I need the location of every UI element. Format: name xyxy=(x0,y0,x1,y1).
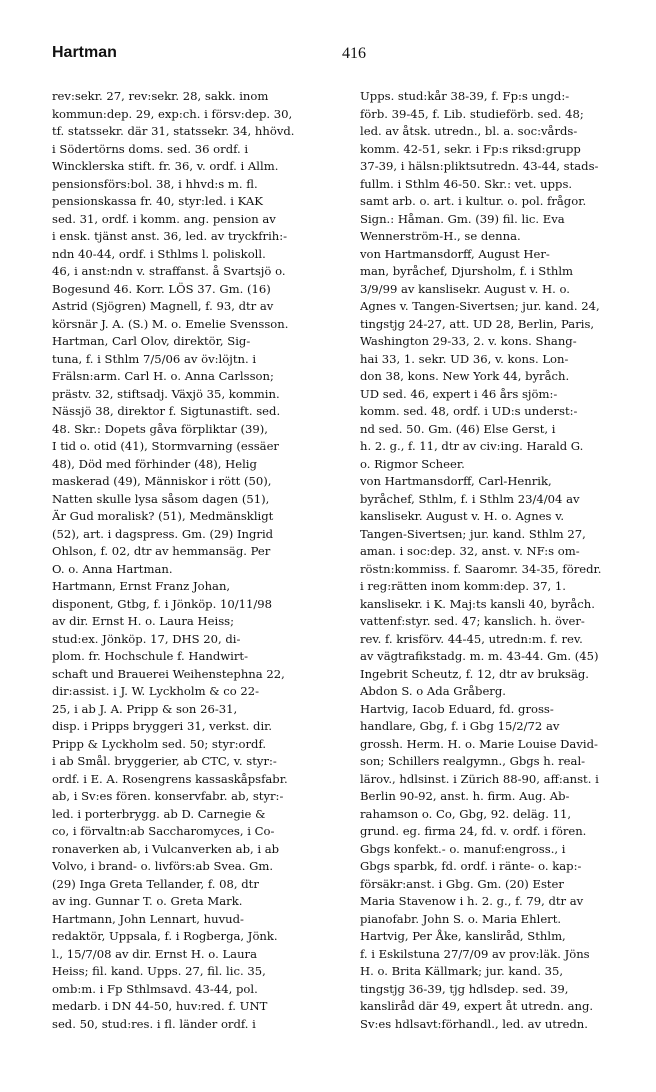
text-line: rahamson o. Co, Gbg, 92. deläg. 11, xyxy=(360,806,572,821)
text-line: fullm. i Sthlm 46-50. Skr.: vet. upps. xyxy=(360,176,573,191)
text-line: Sign.: Håman. Gm. (39) fil. lic. Eva xyxy=(360,211,565,226)
right-column xyxy=(360,88,644,1033)
text-line: (29) Inga Greta Tellander, f. 08, dtr xyxy=(52,876,259,891)
text-line: av ing. Gunnar T. o. Greta Mark. xyxy=(52,894,243,908)
left-column xyxy=(52,88,336,1033)
text-line: Sv:es hdlsavt:förhandl., led. av utredn. xyxy=(360,1016,588,1031)
text-line: son; Schillers realgymn., Gbgs h. real- xyxy=(360,754,586,768)
text-line: Är Gud moralisk? (51), Medmänskligt xyxy=(52,509,274,523)
text-line: Tangen-Sivertsen; jur. kand. Sthlm 27, xyxy=(360,526,586,541)
text-line: o. Rigmor Scheer. xyxy=(360,456,465,471)
text-line: Hartman, Carl Olov, direktör, Sig- xyxy=(52,334,251,348)
text-line: led. i porterbrygg. ab D. Carnegie & xyxy=(52,806,266,821)
text-line: rev:sekr. 27, rev:sekr. 28, sakk. inom xyxy=(52,89,269,103)
text-line: Astrid (Sjögren) Magnell, f. 93, dtr av xyxy=(52,299,274,313)
text-line: prästv. 32, stiftsadj. Växjö 35, kommin. xyxy=(52,386,280,401)
text-line: sed. 31, ordf. i komm. ang. pension av xyxy=(52,211,276,226)
text-line: (52), art. i dagspress. Gm. (29) Ingrid xyxy=(52,526,274,541)
text-line: Hartvig, Per Åke, kanslіråd, Sthlm, xyxy=(360,929,566,943)
text-line: l., 15/7/08 av dir. Ernst H. o. Laura xyxy=(52,946,257,961)
text-line: nd sed. 50. Gm. (46) Else Gerst, i xyxy=(360,421,556,436)
text-line: dir:assist. i J. W. Lyckholm & co 22- xyxy=(52,684,260,698)
running-headword: Hartman xyxy=(52,44,117,61)
text-line: Nässjö 38, direktor f. Sigtunastift. sed. xyxy=(52,404,281,418)
text-line: 25, i ab J. A. Pripp & son 26-31, xyxy=(52,701,238,716)
text-line: tingstjg 36-39, tjg hdlsdep. sed. 39, xyxy=(360,981,569,996)
text-line: 3/9/99 av kanslisekr. August v. H. o. xyxy=(360,281,570,296)
text-line: Ingebrit Scheutz, f. 12, dtr av bruksäg. xyxy=(360,666,589,681)
text-line: försäkr:anst. i Gbg. Gm. (20) Ester xyxy=(360,876,564,891)
text-line: Bogesund 46. Korr. LÖS 37. Gm. (16) xyxy=(52,281,271,296)
text-line: kommun:dep. 29, exp:ch. i försv:dep. 30, xyxy=(52,106,293,121)
text-line: Abdon S. o Ada Gråberg. xyxy=(360,684,506,698)
text-line: omb:m. i Fp Sthlmsavd. 43-44, pol. xyxy=(52,981,258,996)
text-line: Heiss; fil. kand. Upps. 27, fil. lic. 35, xyxy=(52,964,266,978)
text-line: pianofabr. John S. o. Maria Ehlert. xyxy=(360,911,562,926)
text-line: aman. i soc:dep. 32, anst. v. NF:s om- xyxy=(360,544,580,558)
text-line: vattenf:styr. sed. 47; kanslich. h. över- xyxy=(360,614,585,628)
page-number: 416 xyxy=(342,45,366,62)
text-line: Hartmann, Ernst Franz Johan, xyxy=(52,579,231,593)
text-line: I tid o. otid (41), Stormvarning (essäer xyxy=(52,439,279,453)
text-line: Gbgs sparbk, fd. ordf. i ränte- o. kap:- xyxy=(360,859,582,873)
text-line: Maria Stavenow i h. 2. g., f. 79, dtr av xyxy=(360,894,584,908)
text-line: H. o. Brita Källmark; jur. kand. 35, xyxy=(360,964,564,978)
text-line: redaktör, Uppsala, f. i Rogberga, Jönk. xyxy=(52,929,278,943)
text-line: O. o. Anna Hartman. xyxy=(52,561,173,576)
text-line: i ensk. tjänst anst. 36, led. av tryckfrih:- xyxy=(52,229,288,243)
text-line: von Hartmansdorff, August Her- xyxy=(360,246,550,261)
text-line: 48. Skr.: Dopets gåva förpliktar (39), xyxy=(52,421,268,436)
text-line: stud:ex. Jönköp. 17, DHS 20, di- xyxy=(52,631,241,646)
text-line: kanslisekr. i K. Maj:ts kansli 40, byråch. xyxy=(360,596,595,611)
text-line: Berlin 90-92, anst. h. firm. Aug. Ab- xyxy=(360,789,570,803)
text-line: Hartmann, John Lennart, huvud- xyxy=(52,911,244,926)
text-line: man, byråchef, Djursholm, f. i Sthlm xyxy=(360,264,574,278)
text-line: Pripp & Lyckholm sed. 50; styr:ordf. xyxy=(52,736,267,751)
text-line: Gbgs konfekt.- o. manuf:engross., i xyxy=(360,841,566,856)
text-line: i Södertörns doms. sed. 36 ordf. i xyxy=(52,141,249,156)
text-line: pensionskassa fr. 40, styr:led. i KAK xyxy=(52,194,263,208)
text-line: ronaverken ab, i Vulcanverken ab, i ab xyxy=(52,841,280,856)
text-line: tuna, f. i Sthlm 7/5/06 av öv:löjtn. i xyxy=(52,351,257,366)
text-line: Frälsn:arm. Carl H. o. Anna Carlsson; xyxy=(52,369,274,383)
text-line: körsnär J. A. (S.) M. o. Emelie Svensson. xyxy=(52,316,289,331)
text-line: rev. f. krisförv. 44-45, utredn:m. f. rev. xyxy=(360,631,583,646)
text-line: komm. 42-51, sekr. i Fp:s riksd:grupp xyxy=(360,141,581,156)
text-line: don 38, kons. New York 44, byråch. xyxy=(360,369,570,383)
text-line: röstn:kommiss. f. Saaromr. 34-35, föredr. xyxy=(360,561,602,576)
text-line: co, i förvaltn:ab Saccharomyces, i Co- xyxy=(52,824,275,838)
text-line: förb. 39-45, f. Lib. studieförb. sed. 48; xyxy=(360,106,584,121)
page-header xyxy=(52,44,616,66)
text-line: ab, i Sv:es fören. konservfabr. ab, styr:- xyxy=(52,789,284,803)
text-line: medarb. i DN 44-50, huv:red. f. UNT xyxy=(52,999,268,1013)
text-line: Volvo, i brand- o. livförs:ab Svea. Gm. xyxy=(52,859,274,873)
text-line: handlare, Gbg, f. i Gbg 15/2/72 av xyxy=(360,719,560,733)
text-line: grund. eg. firma 24, fd. v. ordf. i fören. xyxy=(360,824,587,838)
text-line: av vägtrafikstadg. m. m. 43-44. Gm. (45) xyxy=(360,649,599,663)
text-line: i reg:rätten inom komm:dep. 37, 1. xyxy=(360,579,566,593)
text-line: av dir. Ernst H. o. Laura Heiss; xyxy=(52,614,235,628)
text-line: ndn 40-44, ordf. i Sthlms l. poliskoll. xyxy=(52,246,266,261)
text-line: Washington 29-33, 2. v. kons. Shang- xyxy=(360,334,577,348)
text-line: ordf. i E. A. Rosengrens kassaskåpsfabr. xyxy=(52,771,288,786)
text-line: maskerad (49), Människor i rött (50), xyxy=(52,474,272,488)
text-line: 48), Död med förhinder (48), Helig xyxy=(52,456,257,471)
text-line: kanslisekr. August v. H. o. Agnes v. xyxy=(360,509,565,523)
text-line: von Hartmansdorff, Carl-Henrik, xyxy=(360,474,552,488)
text-line: kanslіråd där 49, expert åt utredn. ang. xyxy=(360,999,594,1013)
text-line: 46, i anst:ndn v. straffanst. å Svartsjö o. xyxy=(52,264,286,278)
text-line: Natten skulle lysa såsom dagen (51), xyxy=(52,491,270,506)
text-line: samt arb. o. art. i kultur. o. pol. frågor. xyxy=(360,194,587,208)
text-line: Wennerström-H., se denna. xyxy=(360,229,521,243)
text-line: disponent, Gtbg, f. i Jönköp. 10/11/98 xyxy=(52,596,273,611)
text-line: Ohlson, f. 02, dtr av hemmansäg. Per xyxy=(52,544,271,558)
text-line: h. 2. g., f. 11, dtr av civ:ing. Harald G. xyxy=(360,439,584,453)
text-line: tf. statssekr. där 31, statssekr. 34, hhövd. xyxy=(52,124,295,138)
text-line: f. i Eskilstuna 27/7/09 av prov:läk. Jöns xyxy=(360,946,590,961)
text-line: komm. sed. 48, ordf. i UD:s underst:- xyxy=(360,404,578,418)
text-line: schaft und Brauerei Weihenstephna 22, xyxy=(52,666,285,681)
text-line: Agnes v. Tangen-Sivertsen; jur. kand. 24, xyxy=(360,299,600,313)
text-line: Wincklerska stift. fr. 36, v. ordf. i Allm. xyxy=(52,159,279,173)
text-line: plom. fr. Hochschule f. Handwirt- xyxy=(52,649,248,663)
text-line: byråchef, Sthlm, f. i Sthlm 23/4/04 av xyxy=(360,491,580,506)
text-line: led. av åtsk. utredn., bl. a. soc:vårds- xyxy=(360,124,578,138)
text-line: lärov., hdlsinst. i Zürich 88-90, aff:anst. i xyxy=(360,771,599,786)
text-line: i ab Smål. bryggerier, ab CTC, v. styr:- xyxy=(52,754,277,768)
text-line: hai 33, 1. sekr. UD 36, v. kons. Lon- xyxy=(360,351,569,366)
text-line: Hartvig, Iacob Eduard, fd. gross- xyxy=(360,701,554,716)
text-line: pensionsförs:bol. 38, i hhvd:s m. fl. xyxy=(52,176,258,191)
text-line: 37-39, i hälsn:pliktsutredn. 43-44, stads- xyxy=(360,159,599,173)
text-line: tingstjg 24-27, att. UD 28, Berlin, Paris, xyxy=(360,316,595,331)
text-line: sed. 50, stud:res. i fl. länder ordf. i xyxy=(52,1016,256,1031)
text-line: grossh. Herm. H. o. Marie Louise David- xyxy=(360,736,598,751)
text-line: Upps. stud:kår 38-39, f. Fp:s ungd:- xyxy=(360,89,570,103)
text-line: UD sed. 46, expert i 46 års sjöm:- xyxy=(360,386,558,401)
text-line: disp. i Pripps bryggeri 31, verkst. dir. xyxy=(52,719,273,733)
